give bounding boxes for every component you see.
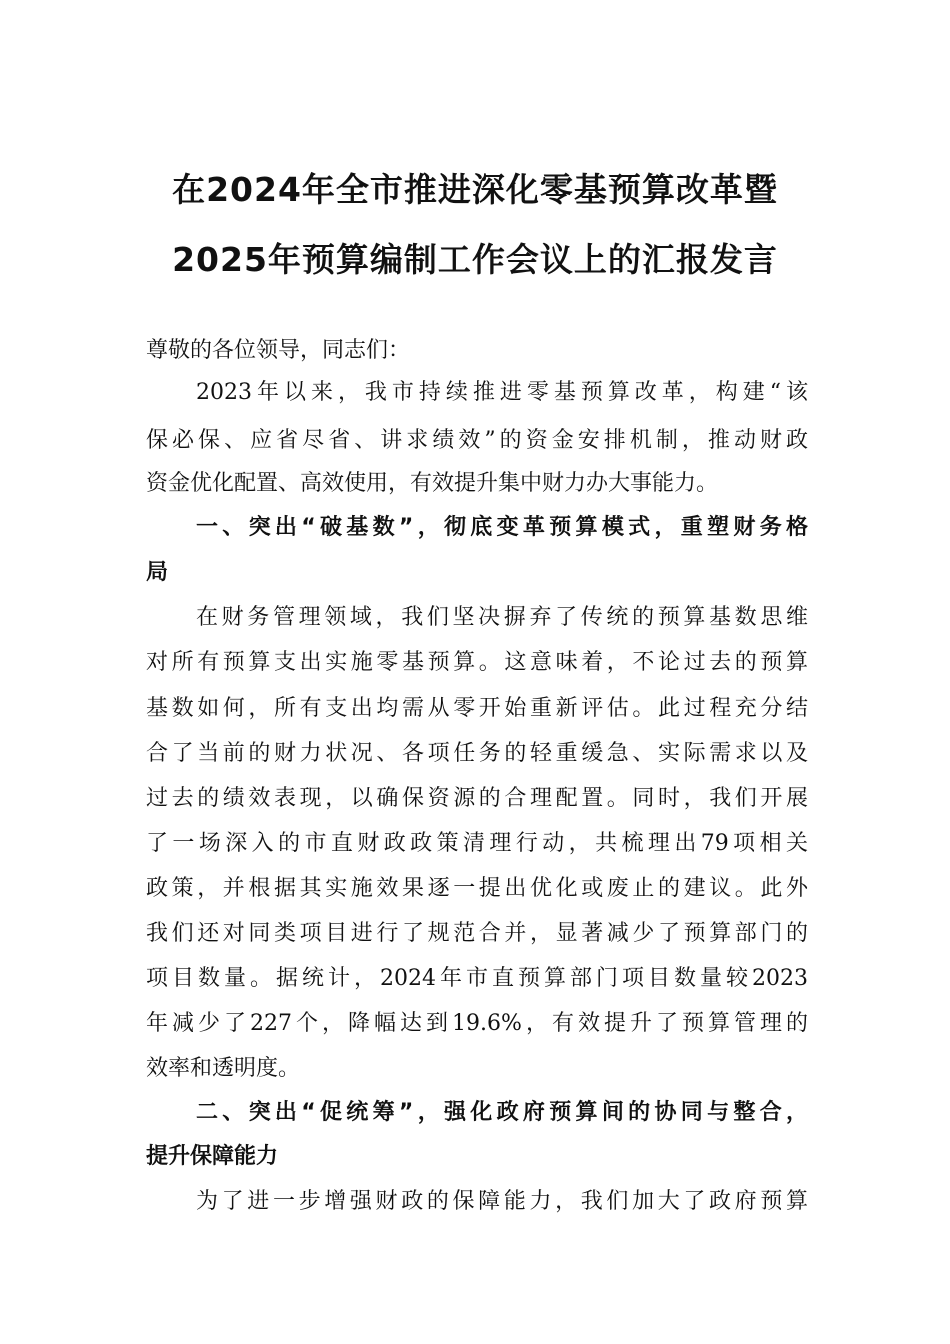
document-title-line-2: 2025年预算编制工作会议上的汇报发言 [172,240,778,279]
document-title-line-1: 在2024年全市推进深化零基预算改革暨 [172,170,778,209]
section2-heading-line: 二、突出“促统筹”，强化政府预算间的协同与整合， [196,1100,808,1125]
section1-body-line: 年减少了227个，降幅达到19.6%，有效提升了预算管理的 [146,1011,808,1036]
intro-line: 2023年以来，我市持续推进零基预算改革，构建“该 [196,380,808,405]
section1-body-line: 效率和透明度。 [146,1056,301,1081]
section1-body-line: 了一场深入的市直财政政策清理行动，共梳理出79项相关 [146,831,808,856]
section1-body-line: 合了当前的财力状况、各项任务的轻重缓急、实际需求以及 [146,741,808,766]
intro-line: 资金优化配置、高效使用，有效提升集中财力办大事能力。 [146,471,719,496]
section1-heading-line: 局 [146,560,169,585]
section1-body-line: 基数如何，所有支出均需从零开始重新评估。此过程充分结 [146,696,808,721]
section2-body-line: 为了进一步增强财政的保障能力，我们加大了政府预算 [196,1189,808,1214]
section1-body-line: 对所有预算支出实施零基预算。这意味着，不论过去的预算 [146,650,808,675]
section1-body-line: 项目数量。据统计，2024年市直预算部门项目数量较2023 [146,966,808,991]
intro-line: 保必保、应省尽省、讲求绩效”的资金安排机制，推动财政 [146,428,808,453]
section1-body-line: 在财务管理领域，我们坚决摒弃了传统的预算基数思维 [196,605,808,630]
salutation: 尊敬的各位领导，同志们： [146,338,411,363]
section1-heading-line: 一、突出“破基数”，彻底变革预算模式，重塑财务格 [196,515,808,540]
section1-body-line: 我们还对同类项目进行了规范合并，显著减少了预算部门的 [146,921,808,946]
section1-body-line: 过去的绩效表现，以确保资源的合理配置。同时，我们开展 [146,786,808,811]
section2-heading-line: 提升保障能力 [146,1144,279,1169]
section1-body-line: 政策，并根据其实施效果逐一提出优化或废止的建议。此外 [146,876,808,901]
